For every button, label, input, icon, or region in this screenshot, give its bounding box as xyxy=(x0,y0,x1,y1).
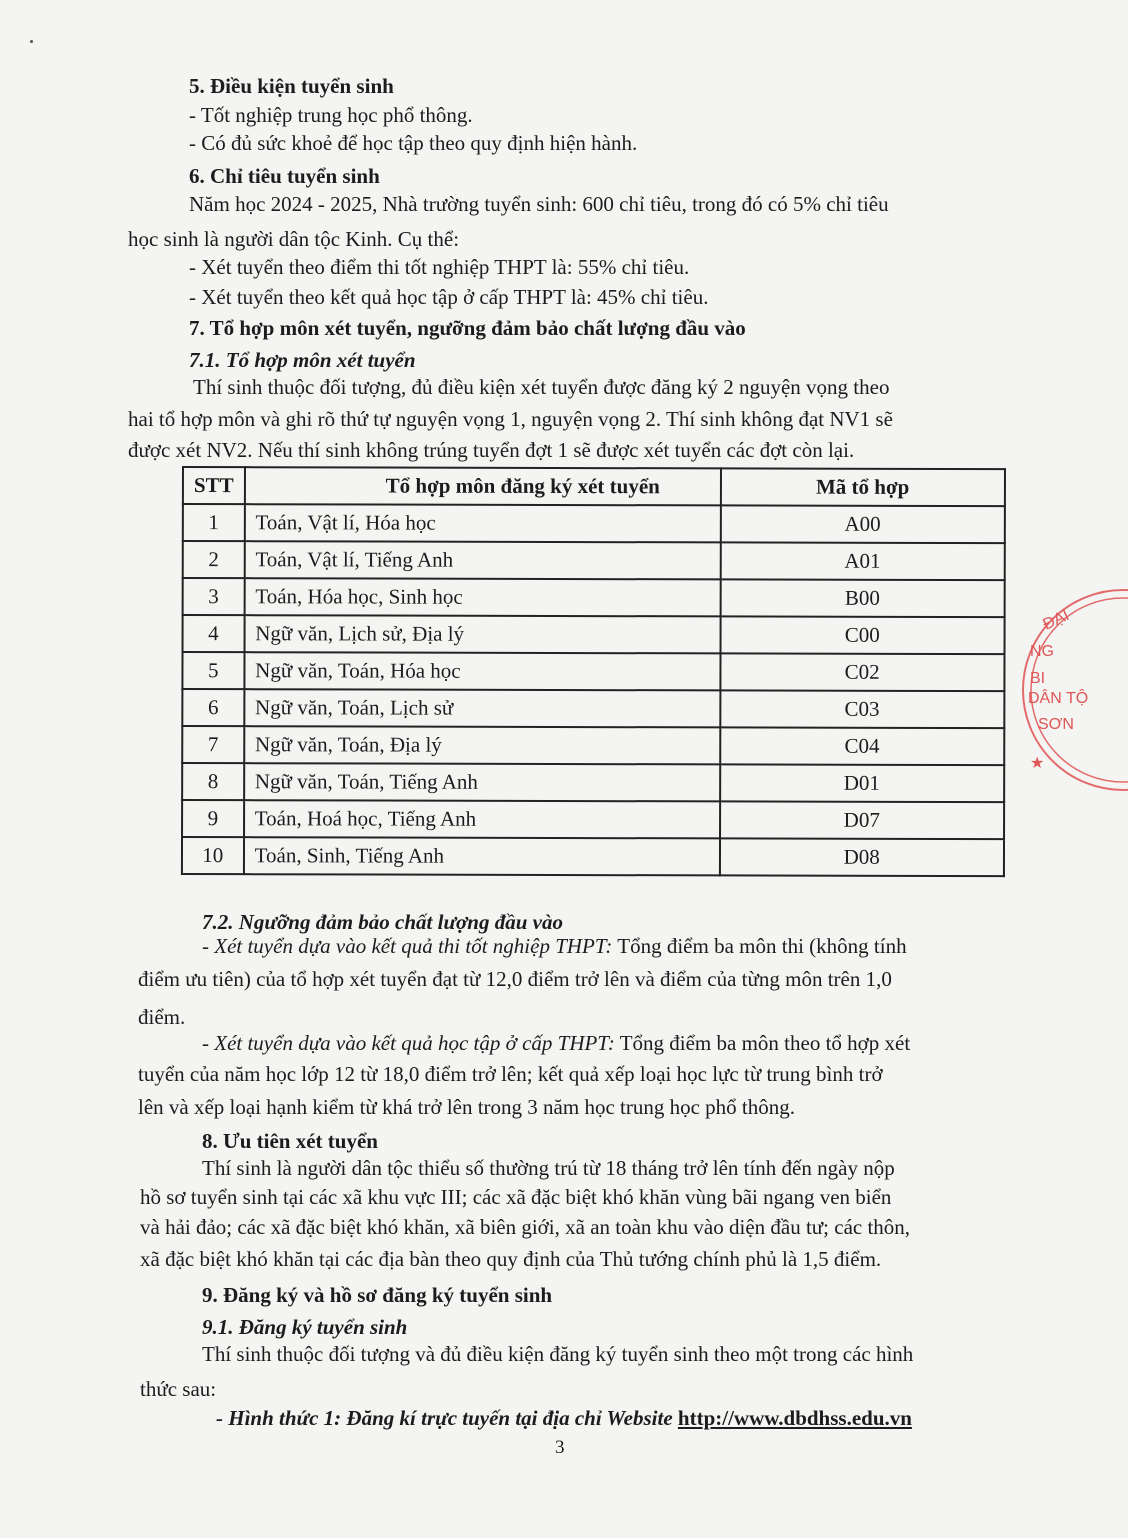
row-combination: Toán, Vật lí, Hóa học xyxy=(245,504,721,542)
s72-b-line-2: tuyển của năm học lớp 12 từ 18,0 điểm trở lên; kết quả xếp loại học lực từ trung bình trở xyxy=(138,1062,883,1086)
s5-item-2: - Có đủ sức khoẻ để học tập theo quy định hiện hành. xyxy=(189,131,638,155)
official-seal-stamp xyxy=(1008,590,1128,800)
table-row xyxy=(182,652,1004,691)
s7-paragraph-line-1: Thí sinh thuộc đối tượng, đủ điều kiện xét tuyển được đăng ký 2 nguyện vọng theo xyxy=(193,375,890,399)
s8-line-2: hồ sơ tuyển sinh tại các xã khu vực III; các xã đặc biệt khó khăn vùng bãi ngang ven biển xyxy=(140,1185,892,1209)
s72-b-label: - Xét tuyển dựa vào kết quả học tập ở cấp THPT: xyxy=(202,1031,615,1055)
seal-text-3: BI xyxy=(1030,670,1046,687)
s91-line-1: Thí sinh thuộc đối tượng và đủ điều kiện đăng ký tuyển sinh theo một trong các hình xyxy=(202,1342,914,1366)
s72-a-line-1 xyxy=(202,933,907,959)
row-code: C00 xyxy=(720,616,1004,654)
s6-paragraph-line-1: Năm học 2024 - 2025, Nhà trường tuyển sinh: 600 chỉ tiêu, trong đó có 5% chỉ tiêu xyxy=(189,192,889,216)
s72-a-line-3: điểm. xyxy=(138,1005,186,1029)
row-code: D07 xyxy=(720,801,1004,839)
seal-text-2: NG xyxy=(1030,643,1054,660)
row-stt: 10 xyxy=(182,837,244,874)
section-7-heading: 7. Tổ hợp môn xét tuyển, ngưỡng đảm bảo chất lượng đầu vào xyxy=(189,316,746,340)
row-stt: 1 xyxy=(183,504,245,541)
s72-b-line-3: lên và xếp loại hạnh kiểm từ khá trở lên trong 3 năm học trung học phổ thông. xyxy=(138,1095,796,1119)
row-combination: Ngữ văn, Toán, Lịch sử xyxy=(244,689,720,727)
row-combination: Toán, Hóa học, Sinh học xyxy=(244,578,720,616)
seal-text-4: DÂN TỘ xyxy=(1028,690,1089,707)
seal-star-icon: ★ xyxy=(1030,755,1045,772)
row-code: A01 xyxy=(720,542,1004,580)
s91-form-1-line xyxy=(216,1405,912,1431)
table-row xyxy=(182,837,1004,876)
row-stt: 4 xyxy=(183,615,245,652)
row-combination: Ngữ văn, Toán, Tiếng Anh xyxy=(244,763,720,801)
table-row xyxy=(183,504,1005,543)
section-7-1-heading: 7.1. Tổ hợp môn xét tuyển xyxy=(189,348,416,372)
seal-text-5: SƠN xyxy=(1038,716,1074,733)
table-row xyxy=(182,800,1004,839)
table-row xyxy=(183,578,1005,617)
s7-paragraph-line-3: được xét NV2. Nếu thí sinh không trúng tuyển đợt 1 sẽ được xét tuyển các đợt còn lại. xyxy=(128,438,855,462)
row-stt: 7 xyxy=(182,726,244,763)
table-body xyxy=(182,504,1005,876)
table-row xyxy=(183,615,1005,654)
section-5-heading: 5. Điều kiện tuyển sinh xyxy=(189,74,394,98)
section-9-1-heading: 9.1. Đăng ký tuyển sinh xyxy=(202,1315,408,1339)
section-8-heading: 8. Ưu tiên xét tuyển xyxy=(202,1129,378,1153)
table-row xyxy=(182,763,1004,802)
row-code: D01 xyxy=(720,764,1004,802)
s6-item-1: - Xét tuyển theo điểm thi tốt nghiệp THPT là: 55% chỉ tiêu. xyxy=(189,255,690,279)
seal-text-1: ĐẠI xyxy=(1040,606,1072,634)
s91-line-2: thức sau: xyxy=(140,1377,217,1401)
row-combination: Ngữ văn, Toán, Hóa học xyxy=(244,652,720,690)
row-combination: Toán, Hoá học, Tiếng Anh xyxy=(244,800,720,838)
table-header-row xyxy=(183,467,1005,506)
col-header-stt: STT xyxy=(183,467,245,504)
s6-item-2: - Xét tuyển theo kết quả học tập ở cấp THPT là: 45% chỉ tiêu. xyxy=(189,285,709,309)
s72-a-text: Tổng điểm ba môn thi (không tính xyxy=(617,934,907,958)
section-6-heading: 6. Chỉ tiêu tuyển sinh xyxy=(189,164,380,188)
table-row xyxy=(182,726,1004,765)
row-code: A00 xyxy=(721,505,1005,543)
row-code: B00 xyxy=(720,579,1004,617)
s8-line-1: Thí sinh là người dân tộc thiểu số thường trú từ 18 tháng trở lên tính đến ngày nộp xyxy=(202,1156,895,1180)
col-header-combination: Tổ hợp môn đăng ký xét tuyển xyxy=(245,467,721,505)
s72-a-line-2: điểm ưu tiên) của tổ hợp xét tuyển đạt từ 12,0 điểm trở lên và điểm của từng môn trên 1,0 xyxy=(138,967,892,991)
col-header-code: Mã tổ hợp xyxy=(721,468,1005,506)
s72-b-text: Tổng điểm ba môn theo tổ hợp xét xyxy=(619,1031,911,1055)
row-stt: 3 xyxy=(183,578,245,615)
row-stt: 8 xyxy=(182,763,244,800)
form-1-label: - Hình thức 1: Đăng kí trực tuyến tại địa chỉ Website xyxy=(216,1406,673,1430)
s7-paragraph-line-2: hai tổ hợp môn và ghi rõ thứ tự nguyện vọng 1, nguyện vọng 2. Thí sinh không đạt NV1 sẽ xyxy=(128,407,893,431)
row-combination: Toán, Vật lí, Tiếng Anh xyxy=(244,541,720,579)
table-row xyxy=(182,689,1004,728)
section-7-2-heading: 7.2. Ngưỡng đảm bảo chất lượng đầu vào xyxy=(202,910,563,934)
section-9-heading: 9. Đăng ký và hồ sơ đăng ký tuyển sinh xyxy=(202,1283,553,1307)
row-combination: Toán, Sinh, Tiếng Anh xyxy=(244,837,720,875)
s8-line-3: và hải đảo; các xã đặc biệt khó khăn, xã biên giới, xã an toàn khu vào diện đầu tư; các thôn, xyxy=(140,1215,911,1239)
s6-paragraph-line-2: học sinh là người dân tộc Kinh. Cụ thể: xyxy=(128,227,460,251)
table-row xyxy=(183,541,1005,580)
scan-speck xyxy=(30,40,33,43)
s72-b-line-1 xyxy=(202,1030,910,1056)
s8-line-4: xã đặc biệt khó khăn tại các địa bàn theo quy định của Thủ tướng chính phủ là 1,5 điểm. xyxy=(140,1247,882,1271)
row-stt: 5 xyxy=(182,652,244,689)
row-code: C03 xyxy=(720,690,1004,728)
s72-a-label: - Xét tuyển dựa vào kết quả thi tốt nghiệp THPT: xyxy=(202,934,613,958)
row-combination: Ngữ văn, Lịch sử, Địa lý xyxy=(244,615,720,653)
row-code: C04 xyxy=(720,727,1004,765)
website-link[interactable]: http://www.dbdhss.edu.vn xyxy=(677,1406,912,1430)
page-number: 3 xyxy=(555,1437,565,1458)
row-combination: Ngữ văn, Toán, Địa lý xyxy=(244,726,720,764)
subject-combination-table xyxy=(181,466,1006,877)
row-code: D08 xyxy=(720,838,1004,876)
s5-item-1: - Tốt nghiệp trung học phổ thông. xyxy=(189,103,473,127)
row-code: C02 xyxy=(720,653,1004,691)
row-stt: 6 xyxy=(182,689,244,726)
row-stt: 9 xyxy=(182,800,244,837)
row-stt: 2 xyxy=(183,541,245,578)
